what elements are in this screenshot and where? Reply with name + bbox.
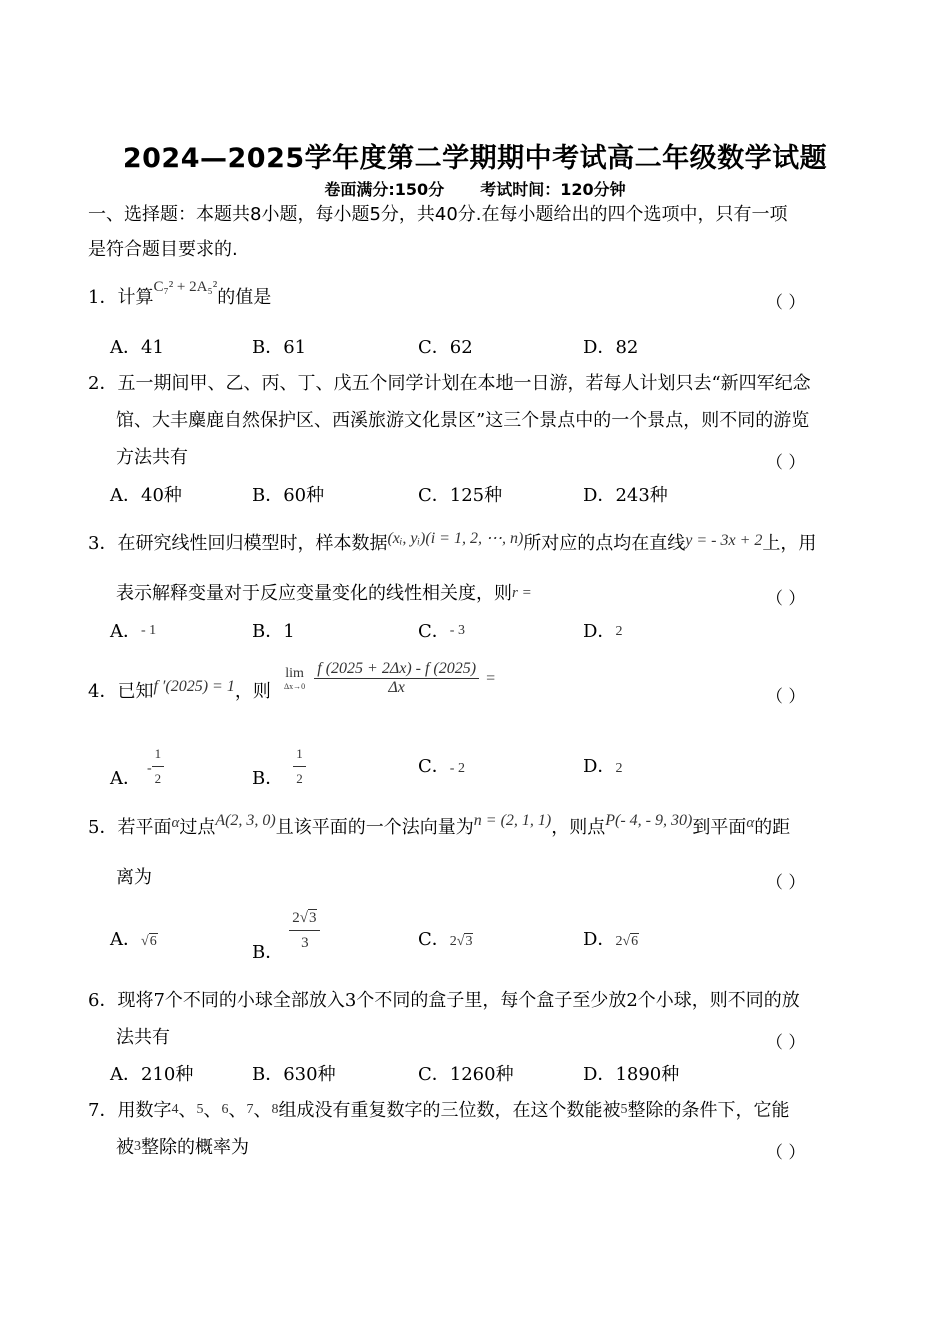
question-number: 3． [88, 533, 118, 554]
question-7: 7．用数字4、5、6、7、8组成没有重复数字的三位数，在这个数能被5整除的条件下，它能 [88, 1100, 790, 1121]
answer-blank: （ ） [766, 873, 806, 893]
question-1: 1．计算$^{C_7^2 + 2A_5^2}$的值是 [88, 279, 272, 308]
question-number: 7． [88, 1100, 118, 1121]
option-a: A．40种 [110, 485, 182, 506]
option-b: B．1 [252, 621, 295, 642]
question-number: 2． [88, 373, 118, 394]
math-expression: A(2, 3, 0) [215, 812, 276, 829]
question-2: 2．五一期间甲、乙、丙、丁、戊五个同学计划在本地一日游，若每人计划只去“新四军纪念 [88, 373, 811, 394]
page-title: 2024—2025学年度第二学期期中考试高二年级数学试题 [122, 143, 828, 174]
option-d: D．2√6 [583, 929, 639, 950]
question-7-line2: 被3整除的概率为 [116, 1137, 249, 1158]
option-c: C．- 3 [418, 621, 465, 642]
math-expression: y = - 3x + 2 [685, 532, 763, 549]
option-a: A．- 1 [110, 621, 157, 642]
option-a: A． - $\frac{1}{2}$ [110, 742, 164, 791]
option-c: C．- 2 [418, 756, 465, 777]
answer-blank: （ ） [766, 1143, 806, 1163]
option-b: B．60种 [252, 485, 325, 506]
answer-blank: （ ） [766, 453, 806, 473]
option-d: D．2 [583, 756, 623, 777]
question-2-line2: 馆、大丰麋鹿自然保护区、西溪旅游文化景区”这三个景点中的一个景点，则不同的游览 [116, 410, 810, 431]
question-5-line2: 离为 [116, 867, 152, 888]
math-expression: f ′(2025) = 1 [153, 678, 235, 695]
option-b: B．630种 [252, 1064, 336, 1085]
question-6: 6．现将7个不同的小球全部放入3个不同的盒子里，每个盒子至少放2个小球，则不同的放 [88, 990, 800, 1011]
question-3-line2: 表示解释变量对于反应变量变化的线性相关度，则r = [116, 583, 532, 604]
option-c: C．125种 [418, 485, 503, 506]
question-2-line3: 方法共有 [116, 447, 188, 468]
question-6-line2: 法共有 [116, 1027, 170, 1048]
answer-blank: （ ） [766, 687, 806, 707]
option-c: C．62 [418, 337, 473, 358]
answer-blank: （ ） [766, 589, 806, 609]
question-number: 5． [88, 817, 118, 838]
question-3: 3．在研究线性回归模型时，样本数据(xᵢ, yᵢ)(i = 1, 2, ⋯, n)所对应的点均在直线y = - 3x + 2上，用 [88, 530, 817, 554]
math-expression: C₇² + 2A₅² [153, 279, 218, 295]
question-number: 6． [88, 990, 118, 1011]
option-c: C．2√3 [418, 929, 473, 950]
option-d: D．2 [583, 621, 623, 642]
question-5: 5．若平面$^\alpha$过点A(2, 3, 0)且该平面的一个法向量为n = (2, 1, 1)，则点P(- 4, - 9, 30)到平面$^\alpha$的距 [88, 812, 791, 838]
option-d: D．1890种 [583, 1064, 680, 1085]
math-expression: P(- 4, - 9, 30) [605, 812, 693, 829]
exam-time: 考试时间：120分钟 [480, 180, 626, 199]
math-expression: n = (2, 1, 1) [473, 812, 552, 829]
question-4: 4．已知f ′(2025) = 1，则 [88, 678, 271, 702]
option-d: D．82 [583, 337, 639, 358]
option-a: A．210种 [110, 1064, 194, 1085]
answer-blank: （ ） [766, 1033, 806, 1053]
answer-blank: （ ） [766, 293, 806, 313]
option-a: A．41 [110, 337, 164, 358]
option-d: D．243种 [583, 485, 668, 506]
option-c: C．1260种 [418, 1064, 514, 1085]
question-number: 4． [88, 681, 118, 702]
math-expression: r = [512, 585, 532, 601]
question-number: 1． [88, 287, 118, 308]
option-b: B．61 [252, 337, 307, 358]
section-heading-line1: 一、选择题：本题共8小题，每小题5分，共40分.在每小题给出的四个选项中，只有一项 [88, 204, 788, 225]
option-b: B． $\frac{1}{2}$ [252, 742, 306, 791]
option-b: B． $\frac{2√3}{3}$ [252, 906, 320, 955]
limit-expression: lim Δx→0 $\frac{f (2025 + 2\Delta x) - f (2025)}{\Delta x}$ = [284, 660, 496, 696]
exam-info [0, 177, 950, 200]
section-heading-line2: 是符合题目要求的. [88, 239, 238, 260]
full-marks: 卷面满分:150分 [324, 180, 445, 199]
math-expression: (xᵢ, yᵢ)(i = 1, 2, ⋯, n) [387, 530, 524, 547]
option-a: A．√6 [110, 929, 157, 950]
